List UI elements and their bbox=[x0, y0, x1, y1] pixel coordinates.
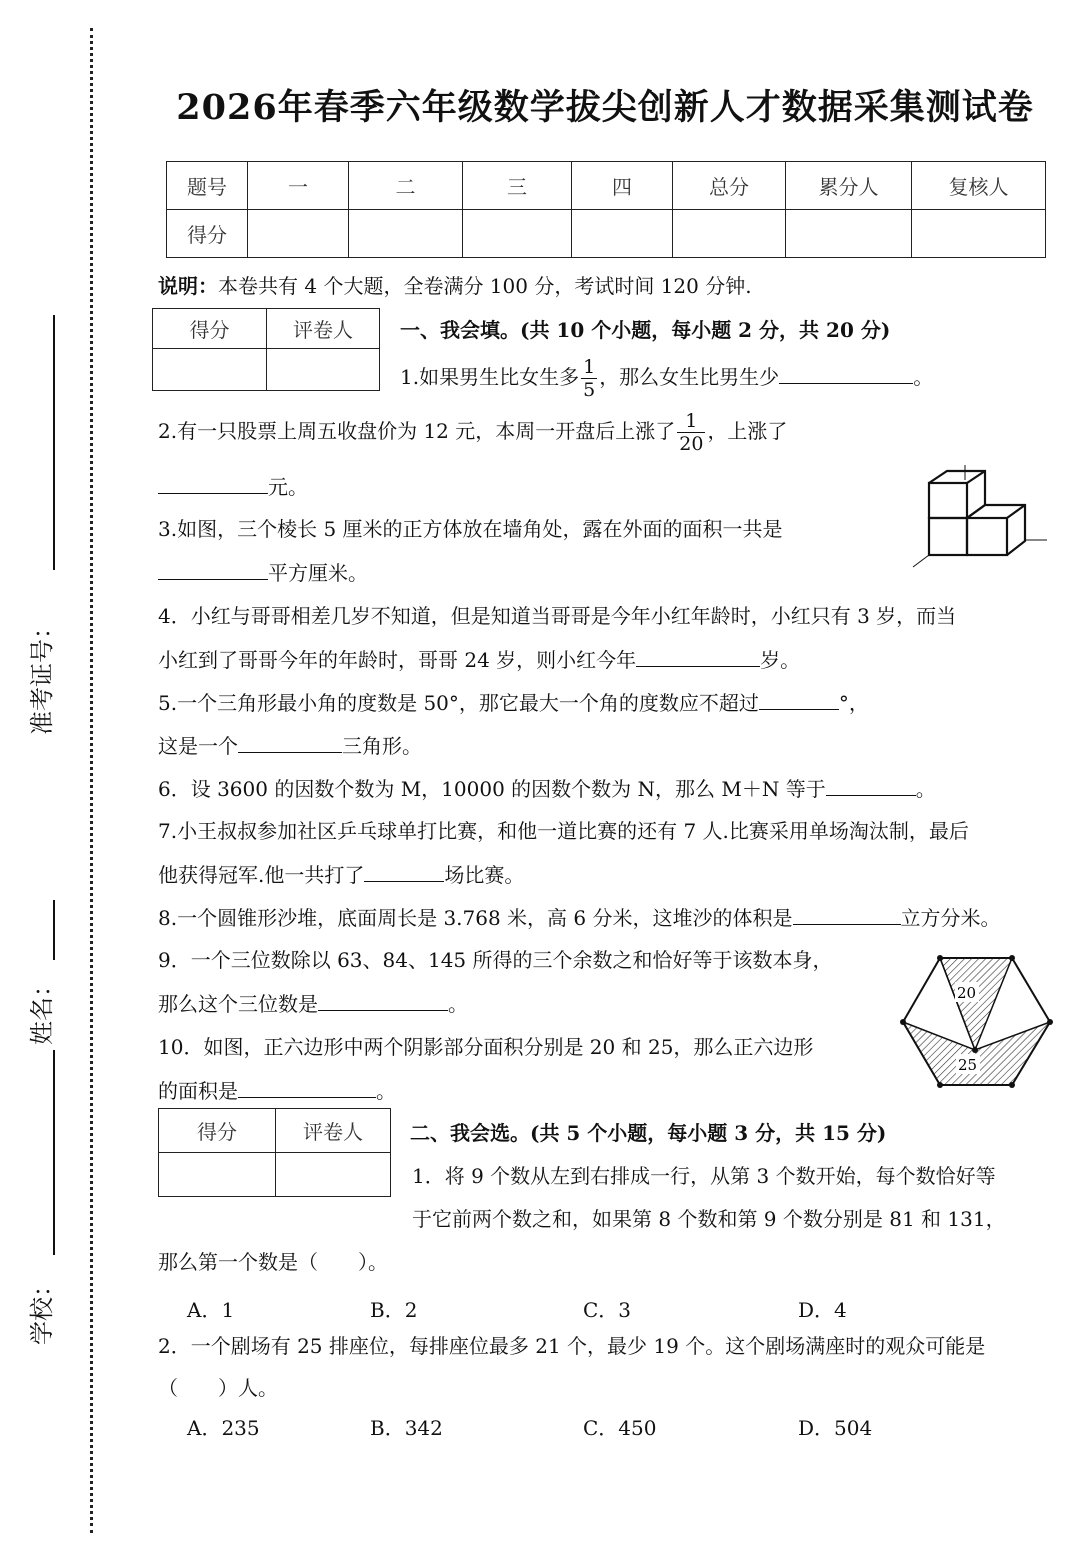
question-10-cont bbox=[158, 1077, 396, 1104]
q7-answer-blank[interactable] bbox=[364, 861, 444, 882]
question-7-cont bbox=[158, 861, 524, 888]
score-input-cell[interactable] bbox=[248, 210, 349, 258]
question-2 bbox=[158, 410, 787, 455]
fraction-numerator: 1 bbox=[677, 410, 705, 433]
school-label: 学校： bbox=[28, 1273, 56, 1345]
s2-q2-option-a[interactable]: A．235 bbox=[187, 1416, 260, 1440]
s2-q1-option-d[interactable]: D．4 bbox=[798, 1298, 847, 1322]
question-7: 7.小王叔叔参加社区乒乓球单打比赛，和他一道比赛的还有 7 人.比赛采用单场淘汰制，最后 bbox=[158, 819, 969, 843]
q9-text-c: 。 bbox=[448, 992, 468, 1016]
grader-score-label: 得分 bbox=[153, 309, 267, 349]
score-input-cell[interactable] bbox=[349, 210, 463, 258]
q6-answer-blank[interactable] bbox=[826, 775, 916, 796]
hex-label-25: 25 bbox=[958, 1056, 978, 1074]
q2-fraction bbox=[677, 410, 705, 455]
q5-answer-blank-1[interactable] bbox=[759, 689, 839, 710]
score-input-cell[interactable] bbox=[463, 210, 572, 258]
grader-score-label: 得分 bbox=[159, 1109, 276, 1153]
q6-text-b: 。 bbox=[915, 777, 936, 801]
q10-answer-blank[interactable] bbox=[238, 1077, 376, 1098]
s2-question-2-cont: （ ）人。 bbox=[158, 1376, 278, 1400]
fraction-denominator: 20 bbox=[679, 433, 704, 455]
q1-text: 1.如果男生比女生多 bbox=[400, 365, 580, 389]
q7-text-c: 场比赛。 bbox=[444, 863, 525, 887]
name-line-lower[interactable] bbox=[53, 1050, 55, 1255]
s2-question-1: 1．将 9 个数从左到右排成一行，从第 3 个数开始，每个数恰好等 bbox=[412, 1164, 996, 1188]
question-5 bbox=[158, 689, 869, 716]
score-header-cell: 四 bbox=[572, 162, 673, 210]
fraction-denominator: 5 bbox=[583, 379, 596, 401]
hexagon-figure bbox=[895, 950, 1055, 1090]
page-title: 2026年春季六年级数学拔尖创新人才数据采集测试卷 bbox=[176, 87, 1034, 128]
notes-label: 说明： bbox=[158, 274, 218, 298]
question-2-cont bbox=[158, 473, 308, 500]
exam-number-line[interactable] bbox=[53, 315, 55, 570]
grader-name-label: 评卷人 bbox=[276, 1109, 391, 1153]
q10-text-c: 。 bbox=[376, 1079, 396, 1103]
score-input-cell[interactable] bbox=[572, 210, 673, 258]
q1-fraction bbox=[581, 356, 597, 401]
s2-q1-option-b[interactable]: B．2 bbox=[370, 1298, 418, 1322]
q2-answer-blank[interactable] bbox=[158, 473, 268, 494]
exam-notes bbox=[158, 273, 752, 299]
s2-q1-option-c[interactable]: C．3 bbox=[583, 1298, 632, 1322]
question-1 bbox=[400, 356, 933, 401]
grader-score-input[interactable] bbox=[153, 349, 267, 391]
name-label: 姓名： bbox=[28, 973, 56, 1045]
score-header-cell: 总分 bbox=[673, 162, 786, 210]
s2-q2-option-b[interactable]: B．342 bbox=[370, 1416, 443, 1440]
fraction-numerator: 1 bbox=[583, 356, 596, 378]
question-4: 4．小红与哥哥相差几岁不知道，但是知道当哥哥是今年小红年龄时，小红只有 3 岁，而当 bbox=[158, 604, 957, 628]
score-input-cell[interactable] bbox=[673, 210, 786, 258]
grader-name-input[interactable] bbox=[276, 1153, 391, 1197]
question-5-cont bbox=[158, 732, 422, 759]
question-4-cont bbox=[158, 646, 800, 673]
q8-text-b: 立方分米。 bbox=[900, 906, 1001, 930]
s2-q2-option-d[interactable]: D．504 bbox=[798, 1416, 873, 1440]
section1-title: 一、我会填。(共 10 个小题，每小题 2 分，共 20 分) bbox=[400, 318, 891, 342]
score-header-cell: 三 bbox=[463, 162, 572, 210]
q5-answer-blank-2[interactable] bbox=[238, 732, 342, 753]
cubes-in-corner-figure bbox=[905, 465, 1055, 575]
s2-question-2: 2．一个剧场有 25 排座位，每排座位最多 21 个，最少 19 个。这个剧场满座时的观众可能是 bbox=[158, 1334, 986, 1358]
q5-text-c: 这是一个 bbox=[158, 734, 238, 758]
binding-dotted-line bbox=[90, 28, 93, 1533]
q9-answer-blank[interactable] bbox=[318, 990, 448, 1011]
score-row-label: 得分 bbox=[167, 210, 248, 258]
question-8 bbox=[158, 904, 1001, 931]
score-header-cell: 一 bbox=[248, 162, 349, 210]
notes-text: 本卷共有 4 个大题，全卷满分 100 分，考试时间 120 分钟. bbox=[218, 274, 752, 298]
q1-text-b: ，那么女生比男生少 bbox=[599, 365, 780, 389]
score-input-cell[interactable] bbox=[912, 210, 1046, 258]
score-input-cell[interactable] bbox=[786, 210, 912, 258]
score-table bbox=[166, 161, 1046, 258]
q3-text-b: 平方厘米。 bbox=[268, 561, 368, 585]
question-3-cont bbox=[158, 559, 368, 586]
hex-label-20: 20 bbox=[957, 984, 977, 1002]
score-header-cell: 二 bbox=[349, 162, 463, 210]
name-line-upper[interactable] bbox=[53, 900, 55, 960]
grader-score-input[interactable] bbox=[159, 1153, 276, 1197]
q3-answer-blank[interactable] bbox=[158, 559, 268, 580]
q8-text: 8.一个圆锥形沙堆，底面周长是 3.768 米，高 6 分米，这堆沙的体积是 bbox=[158, 906, 793, 930]
q2-text: 2.有一只股票上周五收盘价为 12 元，本周一开盘后上涨了 bbox=[158, 419, 676, 443]
question-3: 3.如图，三个棱长 5 厘米的正方体放在墙角处，露在外面的面积一共是 bbox=[158, 517, 783, 541]
q5-text-b: °， bbox=[838, 691, 869, 715]
q8-answer-blank[interactable] bbox=[793, 904, 901, 925]
q4-text-c: 岁。 bbox=[760, 648, 801, 672]
question-6 bbox=[158, 775, 936, 802]
exam-number-label: 准考证号： bbox=[28, 615, 56, 735]
s2-question-1-cont2: 那么第一个数是（ ）。 bbox=[158, 1250, 388, 1274]
q6-text: 6．设 3600 的因数个数为 M，10000 的因数个数为 N，那么 M＋N 等于 bbox=[158, 777, 826, 801]
q5-text-d: 三角形。 bbox=[342, 734, 422, 758]
q2-text-c: 元。 bbox=[268, 475, 308, 499]
s2-question-1-cont: 于它前两个数之和，如果第 8 个数和第 9 个数分别是 81 和 131， bbox=[412, 1207, 1006, 1231]
q1-text-c: 。 bbox=[913, 365, 934, 389]
q4-text-b: 小红到了哥哥今年的年龄时，哥哥 24 岁，则小红今年 bbox=[158, 648, 637, 672]
q5-text: 5.一个三角形最小角的度数是 50°，那它最大一个角的度数应不超过 bbox=[158, 691, 759, 715]
question-9-cont bbox=[158, 990, 468, 1017]
grader-box-1 bbox=[152, 308, 380, 391]
s2-q1-option-a[interactable]: A．1 bbox=[187, 1298, 235, 1322]
score-header-cell: 复核人 bbox=[912, 162, 1046, 210]
s2-q2-option-c[interactable]: C．450 bbox=[583, 1416, 657, 1440]
question-10: 10．如图，正六边形中两个阴影部分面积分别是 20 和 25，那么正六边形 bbox=[158, 1035, 814, 1059]
grader-name-input[interactable] bbox=[267, 349, 380, 391]
question-9: 9．一个三位数除以 63、84、145 所得的三个余数之和恰好等于该数本身， bbox=[158, 948, 833, 972]
q2-text-b: ，上涨了 bbox=[707, 419, 788, 443]
q7-text-b: 他获得冠军.他一共打了 bbox=[158, 863, 365, 887]
grader-name-label: 评卷人 bbox=[267, 309, 380, 349]
q9-text-b: 那么这个三位数是 bbox=[158, 992, 318, 1016]
score-header-cell: 累分人 bbox=[786, 162, 912, 210]
q10-text-b: 的面积是 bbox=[158, 1079, 238, 1103]
q1-answer-blank[interactable] bbox=[779, 363, 913, 384]
section2-title: 二、我会选。(共 5 个小题，每小题 3 分，共 15 分) bbox=[410, 1121, 887, 1145]
grader-box-2 bbox=[158, 1108, 391, 1197]
q4-answer-blank[interactable] bbox=[636, 646, 760, 667]
score-header-cell: 题号 bbox=[167, 162, 248, 210]
